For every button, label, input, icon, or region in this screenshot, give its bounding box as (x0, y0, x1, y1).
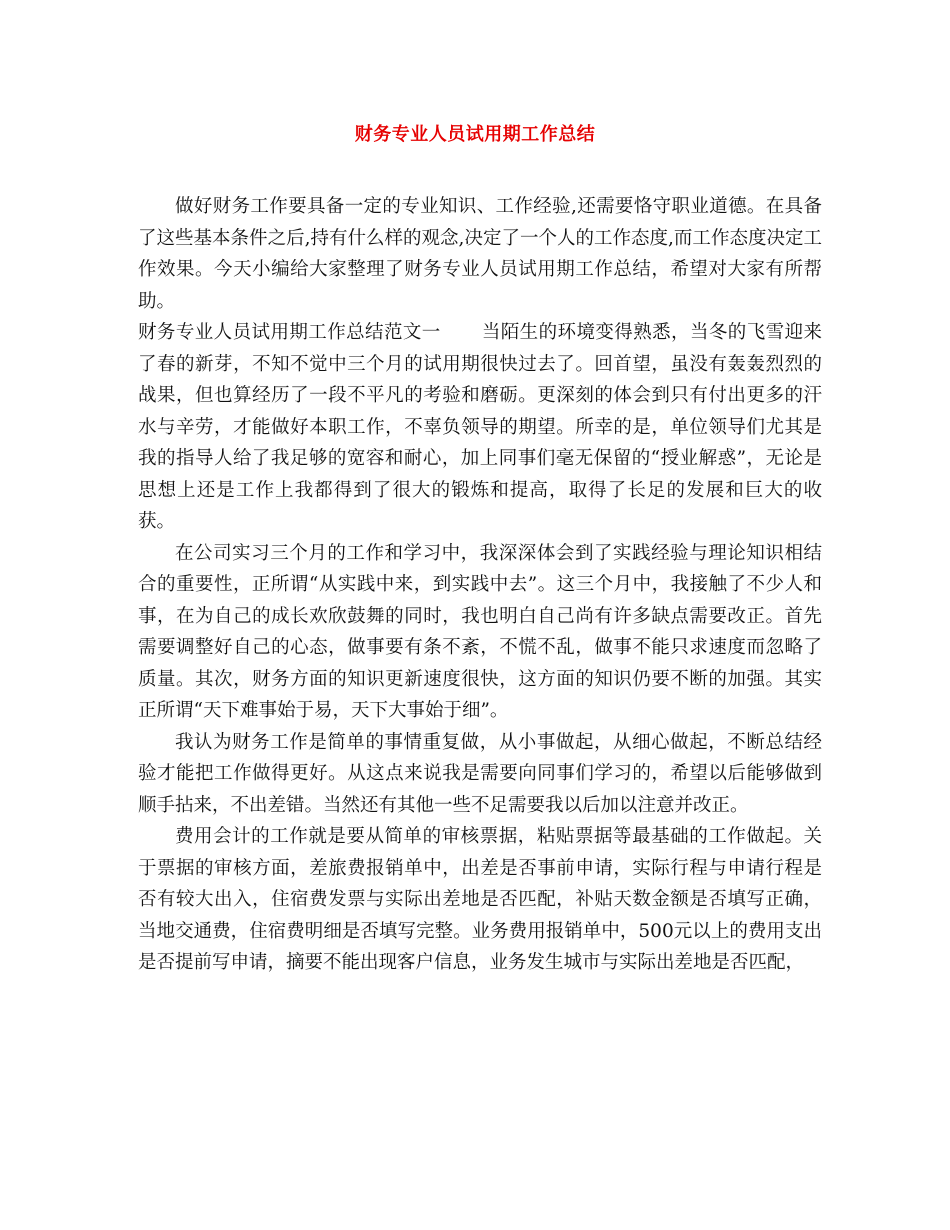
sample-one-heading: 财务专业人员试用期工作总结范文一 (138, 322, 441, 343)
paragraph-4: 我认为财务工作是简单的事情重复做，从小事做起，从细心做起，不断总结经验才能把工作做得更好。从这点来说我是需要向同事们学习的，希望以后能够做到顺手拈来，不出差错。当然还有其他一些不足需要我以后加以注意并改正。 (138, 731, 822, 816)
paragraph-3: 在公司实习三个月的工作和学习中，我深深体会到了实践经验与理论知识相结合的重要性，正所谓“从实践中来，到实践中去”。这三个月中，我接触了不少人和事，在为自己的成长欢欣鼓舞的同时，我也明白自己尚有许多缺点需要改正。首先需要调整好自己的心态，做事要有条不紊，不慌不乱，做事不能只求速度而忽略了质量。其次，财务方面的知识更新速度很快，这方面的知识仍要不断的加强。其实正所谓“天下难事始于易，天下大事始于细”。 (138, 542, 822, 721)
document-title: 财务专业人员试用期工作总结 (354, 124, 596, 145)
document-body (138, 191, 822, 979)
paragraph-intro: 做好财务工作要具备一定的专业知识、工作经验,还需要恪守职业道德。在具备了这些基本条件之后,持有什么样的观念,决定了一个人的工作态度,而工作态度决定工作效果。今天小编给大家整理了财务专业人员试用期工作总结，希望对大家有所帮助。 (138, 196, 822, 312)
paragraph-sample-one (138, 317, 822, 538)
sample-one-text: 当陌生的环境变得熟悉，当冬的飞雪迎来了春的新芽，不知不觉中三个月的试用期很快过去了。回首望，虽没有轰轰烈烈的战果，但也算经历了一段不平凡的考验和磨砺。更深刻的体会到只有付出更多的汗水与辛劳，才能做好本职工作，不辜负领导的期望。所幸的是，单位领导们尤其是我的指导人给了我足够的宽容和耐心，加上同事们毫无保留的“授业解惑”，无论是思想上还是工作上我都得到了很大的锻炼和提高，取得了长足的发展和巨大的收获。 (138, 322, 822, 532)
paragraph-5: 费用会计的工作就是要从简单的审核票据，粘贴票据等最基础的工作做起。关于票据的审核方面，差旅费报销单中，出差是否事前申请，实际行程与申请行程是否有较大出入，住宿费发票与实际出差地是否匹配，补贴天数金额是否填写正确，当地交通费，住宿费明细是否填写完整。业务费用报销单中，500元以上的费用支出是否提前写申请，摘要不能出现客户信息，业务发生城市与实际出差地是否匹配， (138, 826, 822, 973)
